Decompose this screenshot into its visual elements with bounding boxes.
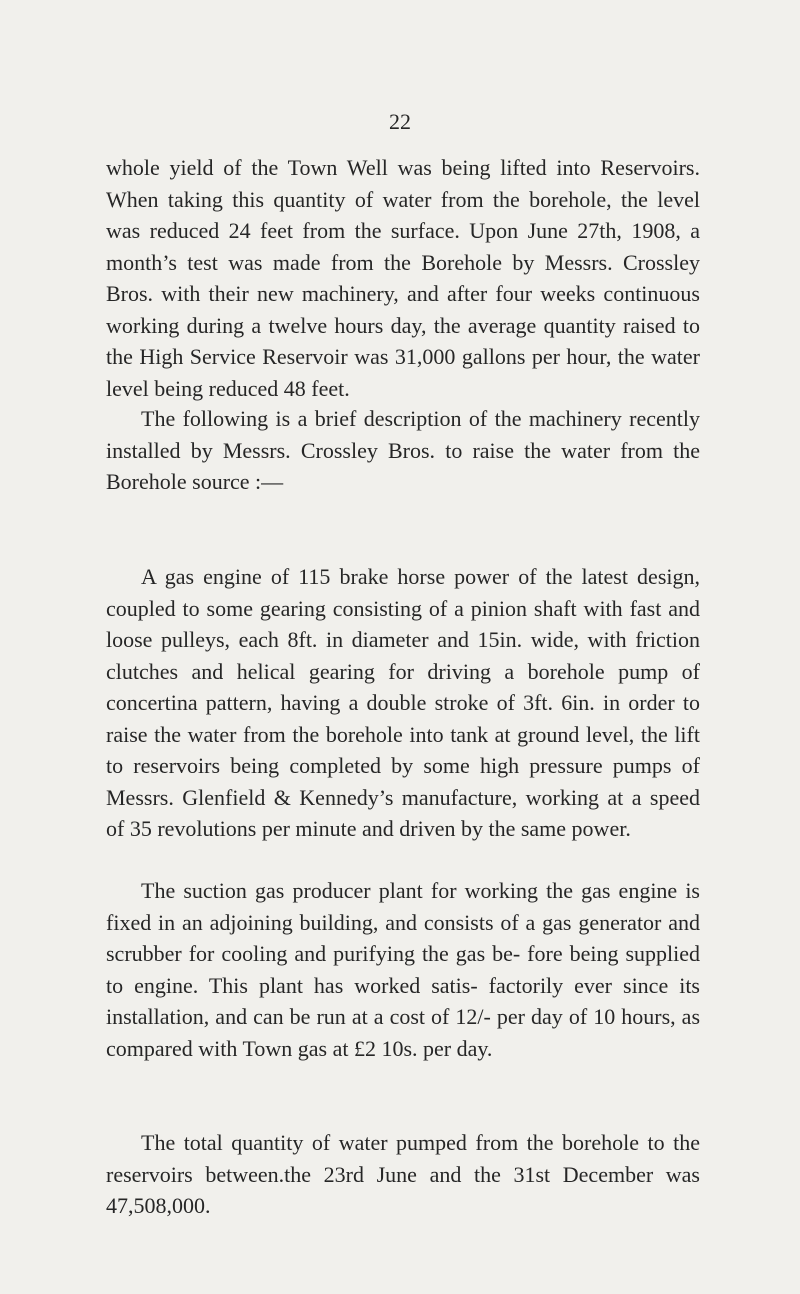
paragraph-5 (106, 1127, 700, 1222)
paragraph-text: A gas engine of 115 brake horse power of the latest design, coupled to some gearing consisting of a pinion shaft with fast and loose pulleys, each 8ft. in diameter and 15in. wide, with friction clutches and helical gearing for driving a borehole pump of concertina pattern, having a double stroke of 3ft. 6in. in order to raise the water from the borehole into tank at ground level, the lift to reservoirs being completed by some high pressure pumps of Messrs. Glenfield & Kennedy’s manufacture, working at a speed of 35 revolutions per minute and driven by the same power. (106, 564, 700, 841)
paragraph-3 (106, 561, 700, 845)
paragraph-text: whole yield of the Town Well was being lifted into Reservoirs. When taking this quantity of water from the borehole, the level was reduced 24 feet from the surface. Upon June 27th, 1908, a month’s test was made from the Borehole by Messrs. Crossley Bros. with their new machinery, and after four weeks continuous working during a twelve hours day, the average quantity raised to the High Service Reservoir was 31,000 gallons per hour, the water level being reduced 48 feet. (106, 155, 700, 401)
paragraph-text: The following is a brief description of the machinery recently installed by Messrs. Crossley Bros. to raise the water from the Borehole source :— (106, 406, 700, 494)
paragraph-text: The total quantity of water pumped from the borehole to the reservoirs between.the 23rd June and the 31st December was 47,508,000. (106, 1130, 700, 1218)
paragraph-1 (106, 152, 700, 404)
page-number: 22 (389, 109, 411, 134)
paragraph-4 (106, 875, 700, 1064)
paragraph-2 (106, 403, 700, 498)
paragraph-text: The suction gas producer plant for working the gas engine is fixed in an adjoining building, and consists of a gas generator and scrubber for cooling and purifying the gas be- fore being supplied to engine. This plant has worked satis- factorily ever since its installation, and can be run at a cost of 12/- per day of 10 hours, as compared with Town gas at £2 10s. per day. (106, 878, 700, 1061)
